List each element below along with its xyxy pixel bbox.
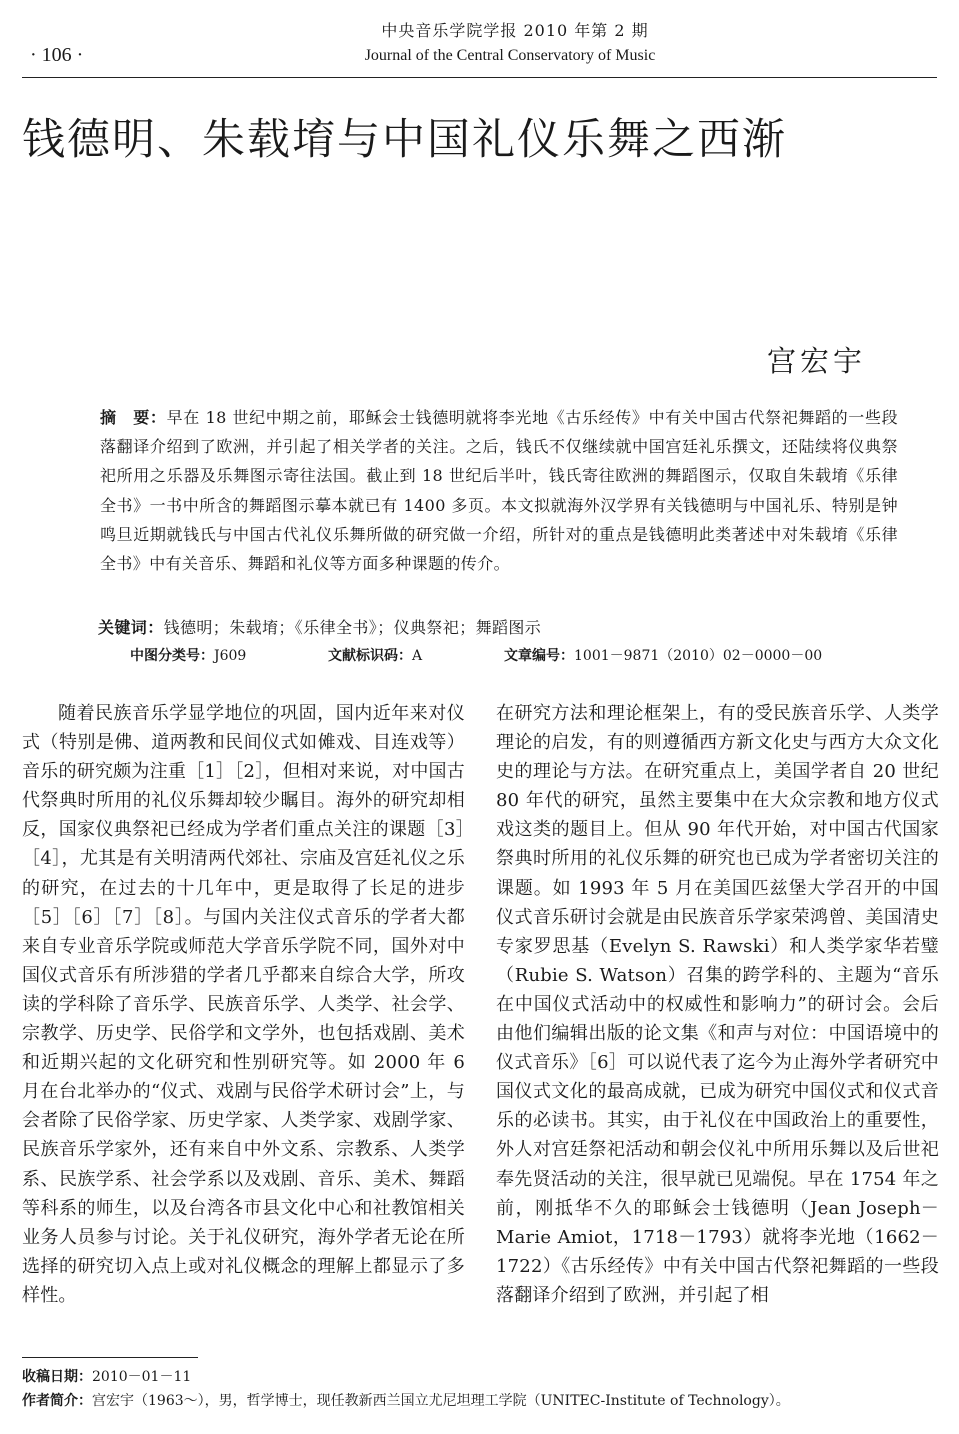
running-head-journal-en: Journal of the Central Conservatory of Music <box>364 47 656 64</box>
article-number-label: 文章编号： <box>504 648 574 664</box>
keywords <box>98 615 541 638</box>
received-label: 收稿日期： <box>22 1369 92 1385</box>
keywords-text: 钱德明；朱载堉；《乐律全书》；仪典祭祀；舞蹈图示 <box>163 618 542 637</box>
body-paragraph-continued: 在研究方法和理论框架上，有的受民族音乐学、人类学理论的启发，有的则遵循西方新文化史与西方大众文化史的理论与方法。在研究重点上，美国学者自 20 世纪 80 年代的研究，虽然主要集中在大众宗教和地方仪式戏这类的题目上。但从 90 年代开始，对中国古代国家祭典时所用的礼仪乐舞的研究也已成为学者密切关注的课题。如 1993 年 5 月在美国匹兹堡大学召开的中国仪式音乐研讨会就是由民族音乐学家荣鸿曾、美国清史专家罗思基（Evelyn S. Rawski）和人类学家华若璧（Rubie S. Watson）召集的跨学科的、主题为“音乐在中国仪式活动中的权威性和影响力”的研讨会。会后由他们编辑出版的论文集《和声与对位：中国语境中的仪式音乐》［6］可以说代表了迄今为止海外学者研究中国仪式文化的最高成就，已成为研究中国仪式和仪式音乐的必读书。其实，由于礼仪在中国政治上的重要性，外人对宫廷祭祀活动和朝会仪礼中所用乐舞以及后世祀奉先贤活动的关注，很早就已见端倪。早在 1754 年之前，刚抵华不久的耶稣会士钱德明（Jean Joseph－Marie Amiot，1718－1793）就将李光地（1662－1722）《古乐经传》中有关中国古代祭祀舞蹈的一些段落翻译介绍到了欧洲，并引起了相 <box>496 703 939 1306</box>
body-paragraph: 随着民族音乐学显学地位的巩固，国内近年来对仪式（特别是佛、道两教和民间仪式如傩戏、目连戏等）音乐的研究颇为注重［1］［2］，但相对来说，对中国古代祭典时所用的礼仪乐舞却较少瞩目。海外的研究却相反，国家仪典祭祀已经成为学者们重点关注的课题［3］［4］，尤其是有关明清两代郊社、宗庙及宫廷礼仪之乐的研究，在过去的十几年中，更是取得了长足的进步［5］［6］［7］［8］。与国内关注仪式音乐的学者大都来自专业音乐学院或师范大学音乐学院不同，国外对中国仪式音乐有所涉猎的学者几乎都来自综合大学，所攻读的学科除了音乐学、民族音乐学、人类学、社会学、宗教学、历史学、民俗学和文学外，也包括戏剧、美术和近期兴起的文化研究和性别研究等。如 2000 年 6 月在台北举办的“仪式、戏剧与民俗学术研讨会”上，与会者除了民俗学家、历史学家、人类学家、戏剧学家、民族音乐学家外，还有来自中外文系、宗教系、人类学系、民族学系、社会学系以及戏剧、音乐、美术、舞蹈等科系的师生，以及台湾各市县文化中心和社教馆相关业务人员参与讨论。关于礼仪研究，海外学者无论在所选择的研究切入点上或对礼仪概念的理解上都显示了多样性。 <box>22 703 465 1306</box>
abstract-label: 摘 要： <box>100 408 167 427</box>
received-value: 2010－01－11 <box>92 1369 192 1385</box>
doc-code-value: A <box>412 648 423 664</box>
body-column-right <box>496 699 939 1310</box>
page-number: · 106 · <box>30 44 84 66</box>
clc-value: J609 <box>214 648 247 664</box>
header-rule <box>22 77 937 78</box>
doc-code-label: 文献标识码： <box>328 648 412 664</box>
body-column-left <box>22 699 465 1310</box>
running-head-journal-cn: 中央音乐学院学报 2010 年第 2 期 <box>381 21 649 40</box>
clc-label: 中图分类号： <box>130 648 214 664</box>
classification-line <box>130 645 822 665</box>
author-name: 宫宏宇 <box>766 344 866 378</box>
abstract-text: 早在 18 世纪中期之前，耶稣会士钱德明就将李光地《古乐经传》中有关中国古代祭祀舞蹈的一些段落翻译介绍到了欧洲，并引起了相关学者的关注。之后，钱氏不仅继续就中国宫廷礼乐撰文，还陆续将仪典祭祀所用之乐器及乐舞图示寄往法国。截止到 18 世纪后半叶，钱氏寄往欧洲的舞蹈图示，仅取自朱载堉《乐律全书》一书中所含的舞蹈图示摹本就已有 1400 多页。本文拟就海外汉学界有关钱德明与中国礼乐、特别是钟鸣旦近期就钱氏与中国古代礼仪乐舞所做的研究做一介绍，所针对的重点是钱德明此类著述中对朱载堉《乐律全书》中有关音乐、舞蹈和礼仪等方面多种课题的传介。 <box>100 408 898 574</box>
keywords-label: 关键词： <box>98 618 164 637</box>
article-title: 钱德明、朱载堉与中国礼仪乐舞之西渐 <box>22 115 787 165</box>
abstract <box>60 403 898 578</box>
article-number-value: 1001－9871（2010）02－0000－00 <box>574 648 823 664</box>
footnote-rule <box>22 1357 198 1358</box>
bio-value: 宫宏宇（1963～），男，哲学博士，现任教新西兰国立尤尼坦理工学院（UNITEC-Institute of Technology）。 <box>92 1393 790 1409</box>
author-bio <box>22 1390 790 1410</box>
received-date <box>22 1366 191 1386</box>
bio-label: 作者简介： <box>22 1393 92 1409</box>
